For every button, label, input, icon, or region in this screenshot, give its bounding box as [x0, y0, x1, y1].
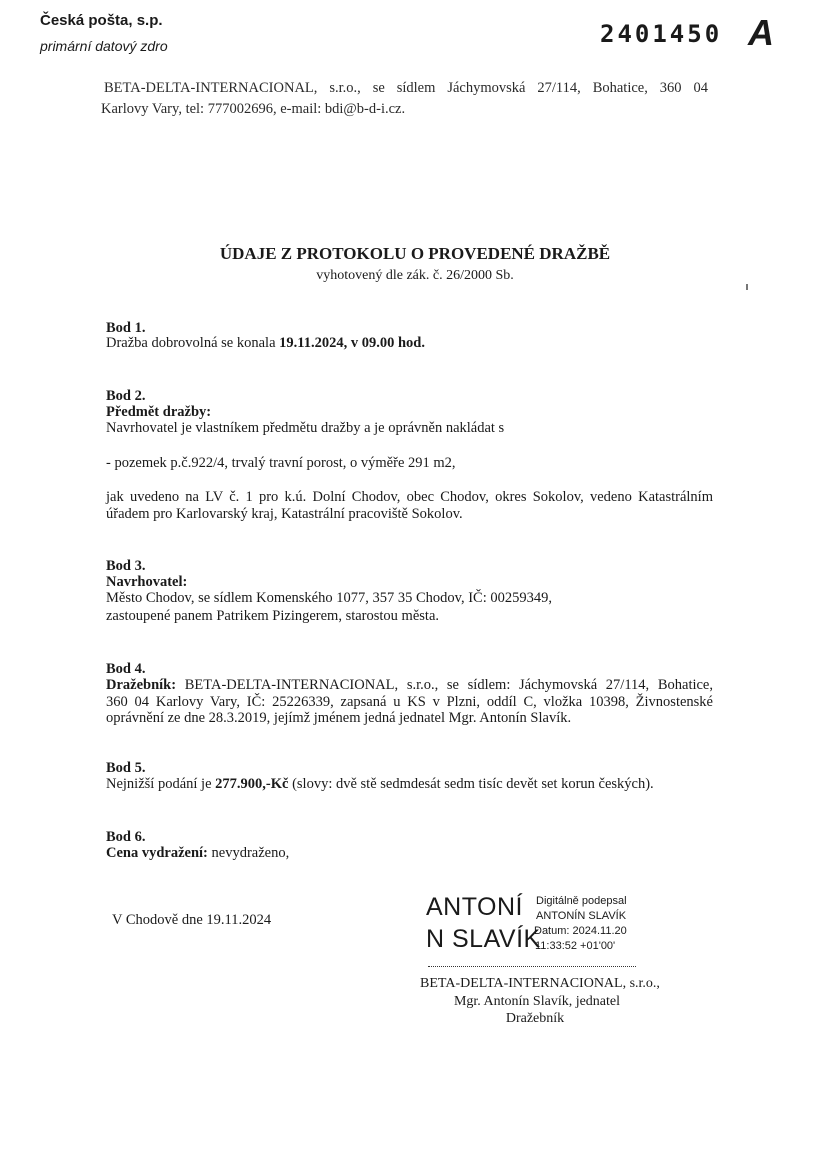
bod4-line-3: oprávnění ze dne 28.3.2019, jejímž jménem jedná jednatel Mgr. Antonín Slavík.: [106, 710, 572, 726]
bod3-label: Navrhovatel:: [106, 574, 188, 590]
bod2-line-4: úřadem pro Karlovarský kraj, Katastrální pracoviště Sokolov.: [106, 506, 463, 522]
signature-role: Dražebník: [505, 1011, 565, 1026]
bod2-heading: Bod 2.: [106, 388, 146, 404]
document-number: 2401450: [600, 20, 723, 48]
bod6-value: nevydraženo,: [207, 845, 290, 861]
bod4-line-1: [106, 677, 713, 694]
bod5-heading: Bod 5.: [106, 760, 146, 776]
header-address-line-1: BETA-DELTA-INTERNACIONAL, s.r.o., se sídlem Jáchymovská 27/114, Bohatice, 360 04: [104, 80, 708, 96]
signature-date: Datum: 2024.11.20: [534, 925, 627, 937]
bod6-text: [106, 845, 289, 862]
signature-dotted-line: [428, 966, 636, 967]
bod2-line-1: Navrhovatel je vlastníkem předmětu dražby a je oprávněn nakládat s: [106, 420, 505, 436]
bod3-heading: Bod 3.: [106, 558, 146, 574]
bod1-heading: Bod 1.: [106, 320, 146, 336]
signature-signer: ANTONÍN SLAVÍK: [536, 910, 627, 922]
bod4-line-1-text: BETA-DELTA-INTERNACIONAL, s.r.o., se sídlem: Jáchymovská 27/114, Bohatice,: [176, 677, 713, 693]
signature-person: Mgr. Antonín Slavík, jednatel: [453, 994, 621, 1009]
bod5-amount: 277.900,-Kč: [215, 776, 289, 792]
document-title: ÚDAJE Z PROTOKOLU O PROVEDENÉ DRAŽBĚ: [219, 244, 611, 263]
bod1-text-prefix: Dražba dobrovolná se konala: [106, 335, 280, 351]
bod4-label: Dražebník:: [106, 677, 177, 693]
scan-mark: [746, 284, 748, 290]
header-address-line-2: Karlovy Vary, tel: 777002696, e-mail: bdi@b-d-i.cz.: [101, 101, 406, 117]
bod4-heading: Bod 4.: [106, 661, 146, 677]
signature-label: Digitálně podepsal: [536, 895, 627, 907]
bod3-line-1: Město Chodov, se sídlem Komenského 1077, 357 35 Chodov, IČ: 00259349,: [106, 590, 552, 606]
bod1-date: 19.11.2024, v 09.00 hod.: [279, 335, 425, 351]
signature-time: 11:33:52 +01'00': [535, 940, 616, 952]
bod2-line-3: jak uvedeno na LV č. 1 pro k.ú. Dolní Chodov, obec Chodov, okres Sokolov, vedeno Katastrálním: [106, 489, 713, 505]
document-subtitle: vyhotovený dle zák. č. 26/2000 Sb.: [316, 268, 514, 283]
bod5-text-suffix: (slovy: dvě stě sedmdesát sedm tisíc devět set korun českých).: [288, 776, 654, 792]
post-subtitle: primární datový zdro: [40, 38, 168, 54]
bod4-line-2: 360 04 Karlovy Vary, IČ: 25226339, zapsaná u KS v Plzni, oddíl C, vložka 10398, Živnostenské: [106, 694, 713, 710]
bod3-line-2: zastoupené panem Patrikem Pizingerem, starostou města.: [106, 608, 440, 624]
post-name: Česká pošta, s.p.: [40, 12, 163, 29]
signature-company: BETA-DELTA-INTERNACIONAL, s.r.o.,: [420, 976, 660, 991]
bod2-item: - pozemek p.č.922/4, trvalý travní porost, o výměře 291 m2,: [106, 455, 456, 471]
bod6-heading: Bod 6.: [106, 829, 146, 845]
place-and-date: V Chodově dne 19.11.2024: [112, 912, 272, 928]
bod5-text-prefix: Nejnižší podání je: [106, 776, 216, 792]
bod2-label: Předmět dražby:: [106, 404, 212, 420]
bod5-text: [106, 776, 654, 793]
bod6-label: Cena vydražení:: [106, 845, 208, 861]
signature-name-line-2: N SLAVÍK: [426, 925, 541, 953]
bod1-text: [106, 335, 425, 352]
signature-name-line-1: ANTONÍ: [426, 893, 523, 921]
document-letter: A: [748, 12, 774, 53]
